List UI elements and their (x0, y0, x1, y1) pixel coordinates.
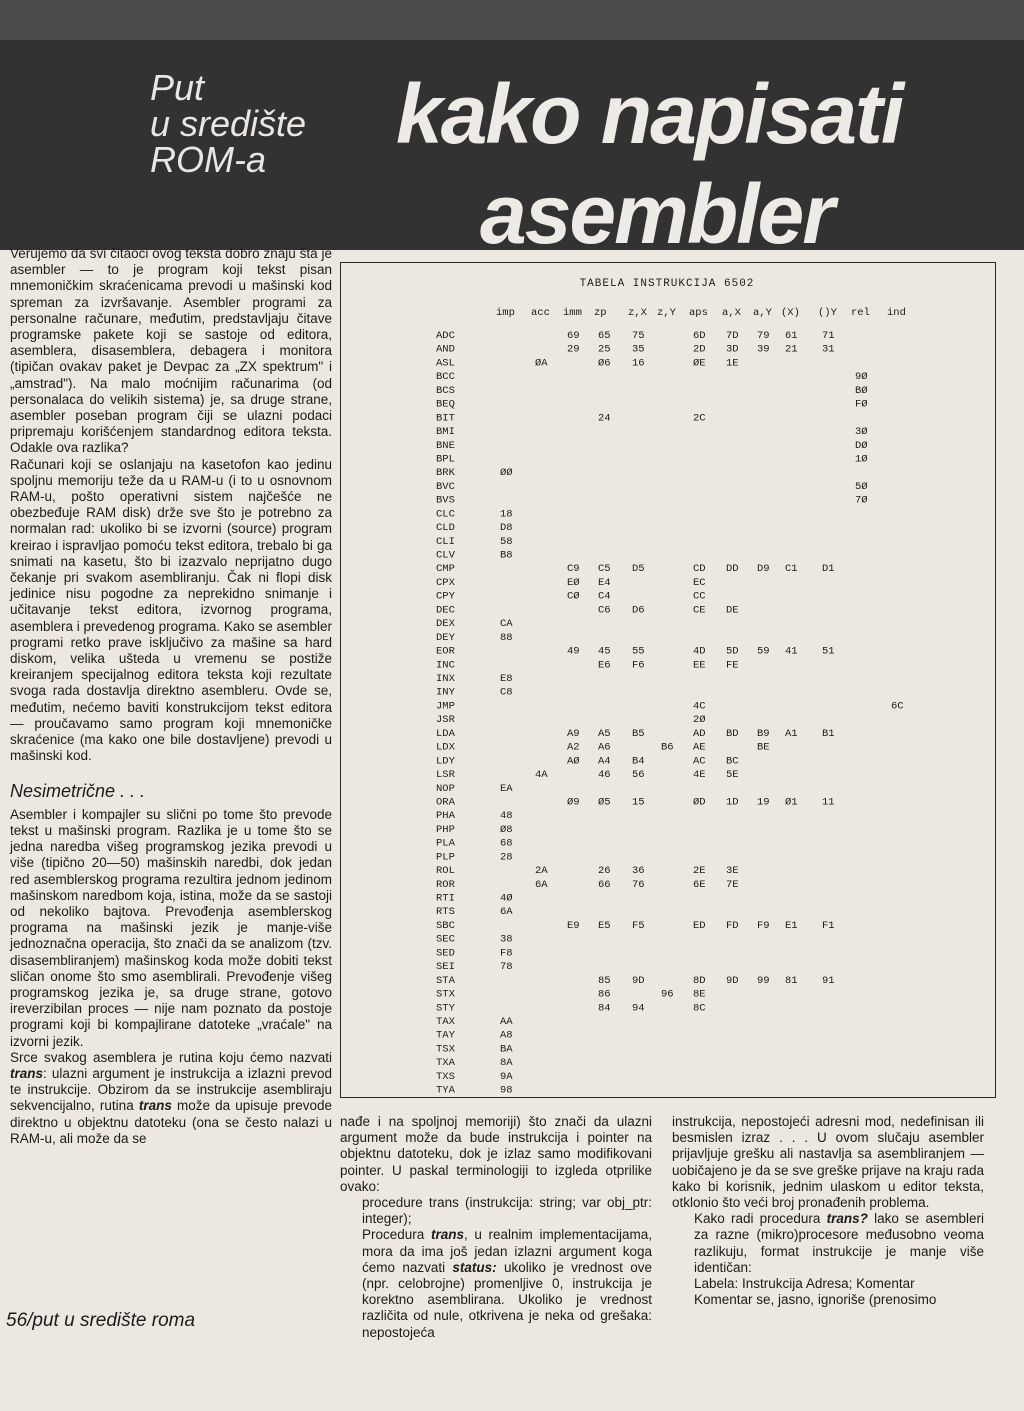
table-row-mnemonic: LSR (436, 769, 455, 782)
text-run: ukoliko je vrednost ove (npr. celobrojne) promenljive 0, instrukcija je korektno asemblirana. Ukoliko je vrednost različita od nule, otkrivena je neka od grešaka: nepostojeća (362, 1259, 653, 1340)
table-cell: 7E (726, 878, 739, 891)
table-cell: D9 (757, 563, 770, 576)
table-cell: 18 (500, 508, 513, 521)
table-cell: 3E (726, 865, 739, 878)
table-cell: 8D (693, 974, 706, 987)
table-cell: A4 (598, 755, 611, 768)
table-cell: B6 (661, 741, 674, 754)
table-row-mnemonic: BIT (436, 412, 455, 425)
table-cell: ØØ (500, 467, 513, 480)
paragraph (10, 1050, 332, 1147)
table-cell: A1 (785, 727, 798, 740)
article-kicker (150, 67, 380, 180)
table-cell: B1 (822, 727, 835, 740)
table-cell: 31 (822, 343, 835, 356)
table-row-mnemonic: TSX (436, 1043, 455, 1056)
table-cell: 9Ø (855, 371, 868, 384)
table-cell: BD (726, 727, 739, 740)
table-cell: 29 (567, 343, 580, 356)
table-row-mnemonic: INY (436, 686, 455, 699)
table-cell: 99 (757, 974, 770, 987)
table-column-header: z,Y (657, 307, 676, 319)
table-cell: FE (726, 659, 739, 672)
table-column-header: acc (531, 307, 550, 319)
text-run: , u realnim implementacijama, mora da ima još jedan izlazni argument koga ćemo nazvati (362, 1227, 652, 1275)
table-row-mnemonic: TAX (436, 1016, 455, 1028)
table-row-mnemonic: NOP (436, 782, 455, 795)
text-run: lako se asembleri za razne (mikro)procesore međusobno veoma razlikuju, format instrukcije je manje više identičan: (694, 1211, 984, 1275)
table-cell: A5 (598, 727, 611, 740)
table-cell: 6C (891, 700, 904, 713)
table-cell: Ø8 (500, 823, 513, 836)
table-row-mnemonic: SEI (436, 961, 455, 974)
table-cell: 59 (757, 645, 770, 658)
table-cell: 15 (632, 796, 645, 809)
table-cell: FØ (855, 398, 868, 411)
table-cell: C1 (785, 563, 798, 576)
table-cell: CC (693, 590, 706, 603)
table-row-mnemonic: ROR (436, 878, 455, 891)
table-cell: AD (693, 727, 706, 740)
table-cell: 68 (500, 837, 513, 850)
kicker-line-3: ROM-a (150, 139, 266, 180)
table-cell: 19 (757, 796, 770, 809)
table-cell: E8 (500, 673, 513, 685)
table-cell: E9 (567, 919, 580, 932)
table-row-mnemonic: TXA (436, 1057, 455, 1070)
table-cell: 65 (598, 330, 611, 342)
table-column-header: rel (851, 307, 870, 319)
table-cell: 86 (598, 988, 611, 1001)
table-cell: C4 (598, 590, 611, 603)
table-cell: BC (726, 755, 739, 768)
table-cell: 2A (535, 865, 548, 878)
table-cell: 85 (598, 974, 611, 987)
table-column-header: aps (689, 307, 708, 319)
table-cell: CE (693, 604, 706, 617)
table-row-mnemonic: CLI (436, 535, 455, 548)
table-cell: 1Ø (855, 453, 868, 466)
table-cell: 1E (726, 357, 739, 370)
table-cell: 24 (598, 412, 611, 425)
table-cell: 4C (693, 700, 706, 713)
paragraph: Asembler i kompajler su slični po tome što prevode tekst u mašinski program. Razlika je u tome što se jedna naredba višeg programskog jezika prevodi u više (tipično 20—50) mašinskih naredbi, dok jedan red asemblerskog programa rezultira jednom jedinom mašinskom naredbom koja, istina, može da se sastoji od nekoliko bajtova. Prevođenja asemblerskog programa na mašinski jezik je manje-više jednoznačna operacija, što znači da se analizom (tzv. disasembliranjem) mašinskog koda može dobiti tekst sličan onome što smo asemblirali. Prevođenje višeg programskog jezika je, sa druge strane, gotovo ireverzibilan proces — nije nam poznato da postoje programi koji bi kompajlirane datoteke „vraćale" na izvorni jezik. (10, 806, 332, 1049)
paragraph: Računari koji se oslanjaju na kasetofon kao jedinu spoljnu memoriju teže da u RAM-u (i to u osnovnom RAM-u, pošto operativni sistem najčešće ne obezbeđuje RAM disk) drže sve što je potrebno za normalan rad: ukoliko bi se izvorni (source) program kreirao i ispravljao pomoću tekst editora, trebalo bi ga snimati na kasetu, što bi izazvalo neprijatno dugo čekanje pri svakom asembliranju. Čak ni flopi disk jedinice nisu pogodne za neprekidno snimanje i učitavanje tekst editora, izvornog programa, asemblera i prevedenog programa. Kako se asembler programi retko prave isključivo za mašine sa hard diskom, velika ušteda u vremenu se postiže kreiranjem specijalnog editora teksta koji rezultate svoga rada dostavlja direktno asembleru. Ovde se, međutim, nećemo baviti konstrukcijom tekst editora — proučavamo samo program koji mnemoničke skraćenice (ma kako one bile dostavljene) prevodi u mašinski kod. (10, 456, 332, 764)
table-row-mnemonic: STX (436, 988, 455, 1001)
table-column-header: a,X (722, 307, 741, 319)
table-cell: C6 (598, 604, 611, 617)
table-cell: D6 (632, 604, 645, 617)
table-cell: A2 (567, 741, 580, 754)
table-cell: 84 (598, 1002, 611, 1015)
table-row-mnemonic: JSR (436, 714, 455, 727)
table-row-mnemonic: TAY (436, 1029, 455, 1042)
table-cell: EA (500, 782, 513, 795)
table-cell: ØD (693, 796, 706, 809)
table-cell: 46 (598, 769, 611, 782)
table-row-mnemonic: LDY (436, 755, 455, 768)
paragraph: instrukcija, nepostojeći adresni mod, nedefinisan ili besmislen izraz . . . U ovom slučaju asembler prijavljuje grešku ali nastavlja sa asembliranjem — uobičajeno je da se sve greške prijave na kraju rada kako bi korisnik, jednim ulaskom u editor teksta, otklonio što veći broj pronađenih problema. (672, 1114, 984, 1211)
table-column-header: a,Y (753, 307, 772, 319)
table-cell: 79 (757, 330, 770, 342)
table-cell: D1 (822, 563, 835, 576)
keyword: status: (452, 1259, 497, 1275)
table-cell: DE (726, 604, 739, 617)
paragraph: Verujemo da svi čitaoci ovog teksta dobro znaju šta je asembler — to je program koji tekst pisan mnemoničkim skraćenicama prevodi u mašinski kod spreman za izvršavanje. Asembler programi za personalne računare, međutim, predstavljaju čitave programske pakete koji se sastoje od editora, asemblera, disasemblera, debagera i monitora (tipičan ovakav paket je Devpac za „ZX spektrum" i „amstrad"). Na malo moćnijim računarima (od personalaca do velikih sistema) je, sa druge strane, asembler poseban program čiji se ulazni podaci pripremaju korišćenjem standardnog editora teksta. Odakle ova razlika? (10, 246, 332, 456)
article-header (0, 0, 1024, 261)
table-row-mnemonic: STA (436, 974, 455, 987)
table-cell: 76 (632, 878, 645, 891)
paragraph (340, 1227, 652, 1340)
table-cell: Ø1 (785, 796, 798, 809)
table-row-mnemonic: INC (436, 659, 455, 672)
table-cell: Ø6 (598, 357, 611, 370)
table-cell: 5E (726, 769, 739, 782)
table-cell: 88 (500, 631, 513, 644)
table-row-mnemonic: CLD (436, 522, 455, 535)
table-cell: 26 (598, 865, 611, 878)
table-cell: 39 (757, 343, 770, 356)
table-cell: Ø9 (567, 796, 580, 809)
table-row-mnemonic: TXS (436, 1070, 455, 1083)
table-cell: 91 (822, 974, 835, 987)
table-cell: 16 (632, 357, 645, 370)
table-cell: 5D (726, 645, 739, 658)
table-cell: 21 (785, 343, 798, 356)
table-cell: D5 (632, 563, 645, 576)
table-cell: 48 (500, 810, 513, 823)
table-cell: 36 (632, 865, 645, 878)
table-row-mnemonic: ASL (436, 357, 455, 370)
table-cell: 94 (632, 1002, 645, 1015)
page-footer: 56/put u središte roma (6, 1310, 196, 1331)
table-cell: B4 (632, 755, 645, 768)
table-cell: BE (757, 741, 770, 754)
table-cell: BA (500, 1043, 513, 1056)
table-row-mnemonic: PLP (436, 851, 455, 864)
table-cell: Ø5 (598, 796, 611, 809)
table-cell: EE (693, 659, 706, 672)
table-cell: 1D (726, 796, 739, 809)
table-cell: AØ (567, 755, 580, 768)
table-cell: F8 (500, 947, 513, 960)
table-cell: 6A (500, 906, 513, 919)
table-cell: EØ (567, 576, 580, 589)
table-row-mnemonic: DEY (436, 631, 455, 644)
table-cell: 5Ø (855, 480, 868, 493)
table-row-mnemonic: EOR (436, 645, 455, 658)
table-cell: DD (726, 563, 739, 576)
table-row-mnemonic: ADC (436, 330, 455, 342)
table-cell: 7D (726, 330, 739, 342)
table-row-mnemonic: BNE (436, 439, 455, 452)
table-cell: 75 (632, 330, 645, 342)
table-cell: 56 (632, 769, 645, 782)
table-cell: C5 (598, 563, 611, 576)
paragraph (672, 1211, 984, 1276)
table-cell: ED (693, 919, 706, 932)
table-row-mnemonic: CPX (436, 576, 455, 589)
table-row-mnemonic: SEC (436, 933, 455, 946)
table-cell: 81 (785, 974, 798, 987)
table-cell: FD (726, 919, 739, 932)
table-cell: 4E (693, 769, 706, 782)
table-cell: A6 (598, 741, 611, 754)
table-cell: 6D (693, 330, 706, 342)
table-cell: C8 (500, 686, 513, 699)
table-cell: 45 (598, 645, 611, 658)
instruction-table (340, 262, 996, 1098)
table-row-mnemonic: BCS (436, 384, 455, 397)
table-cell: 2D (693, 343, 706, 356)
table-row-mnemonic: BRK (436, 467, 455, 480)
table-cell: 9D (632, 974, 645, 987)
table-column-header: imm (563, 307, 582, 319)
table-cell: E4 (598, 576, 611, 589)
table-row-mnemonic: SED (436, 947, 455, 960)
text-run: : ulazni argument je instrukcija a izlazni prevod te instrukcije. Obzirom da se instrukcije asembliraju sekvencijalno, rutina (10, 1065, 332, 1114)
table-cell: 8A (500, 1057, 513, 1070)
table-cell: DØ (855, 439, 868, 452)
kicker-line-1: Put (150, 67, 205, 108)
table-cell: 6A (535, 878, 548, 891)
table-column-header: z,X (628, 307, 647, 319)
table-row-mnemonic: RTS (436, 906, 455, 919)
table-cell: 61 (785, 330, 798, 342)
instruction-table-svg (341, 263, 994, 1096)
text-run: Kako radi procedura (694, 1211, 827, 1227)
table-cell: 71 (822, 330, 835, 342)
table-cell: ØA (535, 357, 548, 370)
table-cell: 69 (567, 330, 580, 342)
keyword: trans (138, 1098, 172, 1114)
table-cell: B8 (500, 549, 513, 562)
table-cell: 38 (500, 933, 513, 946)
table-cell: 9D (726, 974, 739, 987)
table-row-mnemonic: CLC (436, 508, 455, 521)
table-row-mnemonic: CLV (436, 549, 455, 562)
table-cell: 25 (598, 343, 611, 356)
table-row-mnemonic: BVC (436, 480, 455, 493)
table-row-mnemonic: LDX (436, 741, 455, 754)
table-cell: 55 (632, 645, 645, 658)
table-cell: F1 (822, 919, 835, 932)
table-cell: E6 (598, 659, 611, 672)
table-cell: CØ (567, 590, 580, 603)
table-row-mnemonic: ROL (436, 865, 455, 878)
table-cell: B9 (757, 727, 770, 740)
table-cell: AC (693, 755, 706, 768)
text-run: Procedura (362, 1227, 431, 1243)
paragraph: nađe i na spoljnoj memoriji) što znači da ulazni argument može da bude instrukcija i pointer na objektnu datoteku, dok je izlaz samo modifikovani pointer. U paskal terminologiji to izgleda otprilike ovako: (340, 1114, 652, 1194)
table-cell: 28 (500, 851, 513, 864)
table-row-mnemonic: PLA (436, 837, 455, 850)
table-row-mnemonic: CMP (436, 563, 455, 576)
table-cell: 78 (500, 961, 513, 974)
table-cell: E5 (598, 919, 611, 932)
table-row-mnemonic: STY (436, 1002, 455, 1015)
table-row-mnemonic: DEC (436, 604, 455, 617)
table-row-mnemonic: CPY (436, 590, 455, 603)
table-row-mnemonic: BEQ (436, 398, 455, 411)
table-cell: 9A (500, 1070, 513, 1083)
table-cell: 58 (500, 535, 513, 548)
table-cell: ØE (693, 357, 706, 370)
title-line-2: asembler (480, 167, 833, 261)
section-heading: Nesimetrične . . . (10, 780, 146, 801)
table-cell: 3Ø (855, 426, 868, 439)
table-cell: 96 (661, 988, 674, 1001)
paragraph: Labela: Instrukcija Adresa; Komentar (694, 1276, 915, 1292)
middle-column (340, 1114, 652, 1341)
table-cell: 66 (598, 878, 611, 891)
table-cell: 4A (535, 769, 548, 782)
table-row-mnemonic: AND (436, 343, 455, 356)
table-row-mnemonic: BPL (436, 453, 455, 466)
table-cell: 6E (693, 878, 706, 891)
table-cell: F9 (757, 919, 770, 932)
table-title: TABELA INSTRUKCIJA 6502 (579, 278, 755, 290)
table-cell: 49 (567, 645, 580, 658)
text-run: može da upisuje prevode direktno u objektnu datoteku (ona se često nalazi u RAM-u, ali može da se (10, 1098, 332, 1146)
table-cell: 4Ø (500, 892, 513, 905)
keyword: trans? (826, 1211, 868, 1227)
table-cell: D8 (500, 522, 513, 535)
table-cell: 8C (693, 1002, 706, 1015)
table-cell: E1 (785, 919, 798, 932)
table-cell: 51 (822, 645, 835, 658)
keyword: trans (10, 1065, 44, 1081)
table-cell: 98 (500, 1084, 513, 1096)
header-top-band (0, 0, 1024, 40)
table-row-mnemonic: PHP (436, 823, 455, 836)
table-cell: AE (693, 741, 706, 754)
right-column (672, 1114, 984, 1308)
table-cell: 3D (726, 343, 739, 356)
table-cell: AA (500, 1016, 513, 1028)
table-cell: 2C (693, 412, 706, 425)
paragraph: Komentar se, jasno, ignoriše (prenosimo (694, 1292, 937, 1308)
table-cell: A9 (567, 727, 580, 740)
kicker-line-2: u središte (150, 103, 307, 144)
table-cell: 7Ø (855, 494, 868, 507)
table-row-mnemonic: ORA (436, 796, 455, 809)
table-cell: BØ (855, 384, 868, 397)
table-cell: CA (500, 618, 513, 631)
table-cell: 4D (693, 645, 706, 658)
text-run: Srce svakog asemblera je rutina koju ćemo nazvati (10, 1049, 332, 1065)
table-cell: 41 (785, 645, 798, 658)
table-cell: 35 (632, 343, 645, 356)
table-row-mnemonic: BVS (436, 494, 455, 507)
table-row-mnemonic: PHA (436, 810, 455, 823)
table-cell: CD (693, 563, 706, 576)
table-column-header: ()Y (818, 307, 837, 319)
table-row-mnemonic: INX (436, 673, 455, 685)
table-cell: F5 (632, 919, 645, 932)
table-row-mnemonic: JMP (436, 700, 455, 713)
table-column-header: imp (496, 307, 515, 319)
table-cell: F6 (632, 659, 645, 672)
table-cell: A8 (500, 1029, 513, 1042)
keyword: trans (430, 1227, 464, 1243)
table-row-mnemonic: LDA (436, 727, 455, 740)
title-line-1: kako napisati (396, 67, 903, 161)
table-column-header: ind (887, 307, 906, 319)
table-cell: 2E (693, 865, 706, 878)
table-column-header: zp (594, 307, 607, 319)
table-row-mnemonic: RTI (436, 892, 455, 905)
table-column-header: (X) (781, 307, 800, 319)
table-row-mnemonic: DEX (436, 618, 455, 631)
table-cell: 8E (693, 988, 706, 1001)
table-row-mnemonic: BCC (436, 371, 455, 384)
table-cell: EC (693, 576, 706, 589)
code-paragraph: procedure trans (instrukcija: string; var obj_ptr: integer); (362, 1195, 652, 1227)
table-cell: B5 (632, 727, 645, 740)
table-row-mnemonic: SBC (436, 919, 455, 932)
left-column (10, 246, 332, 1147)
table-cell: C9 (567, 563, 580, 576)
table-row-mnemonic: TYA (436, 1084, 455, 1096)
table-cell: 2Ø (693, 714, 706, 727)
table-row-mnemonic: BMI (436, 426, 455, 439)
table-cell: 11 (822, 796, 835, 809)
